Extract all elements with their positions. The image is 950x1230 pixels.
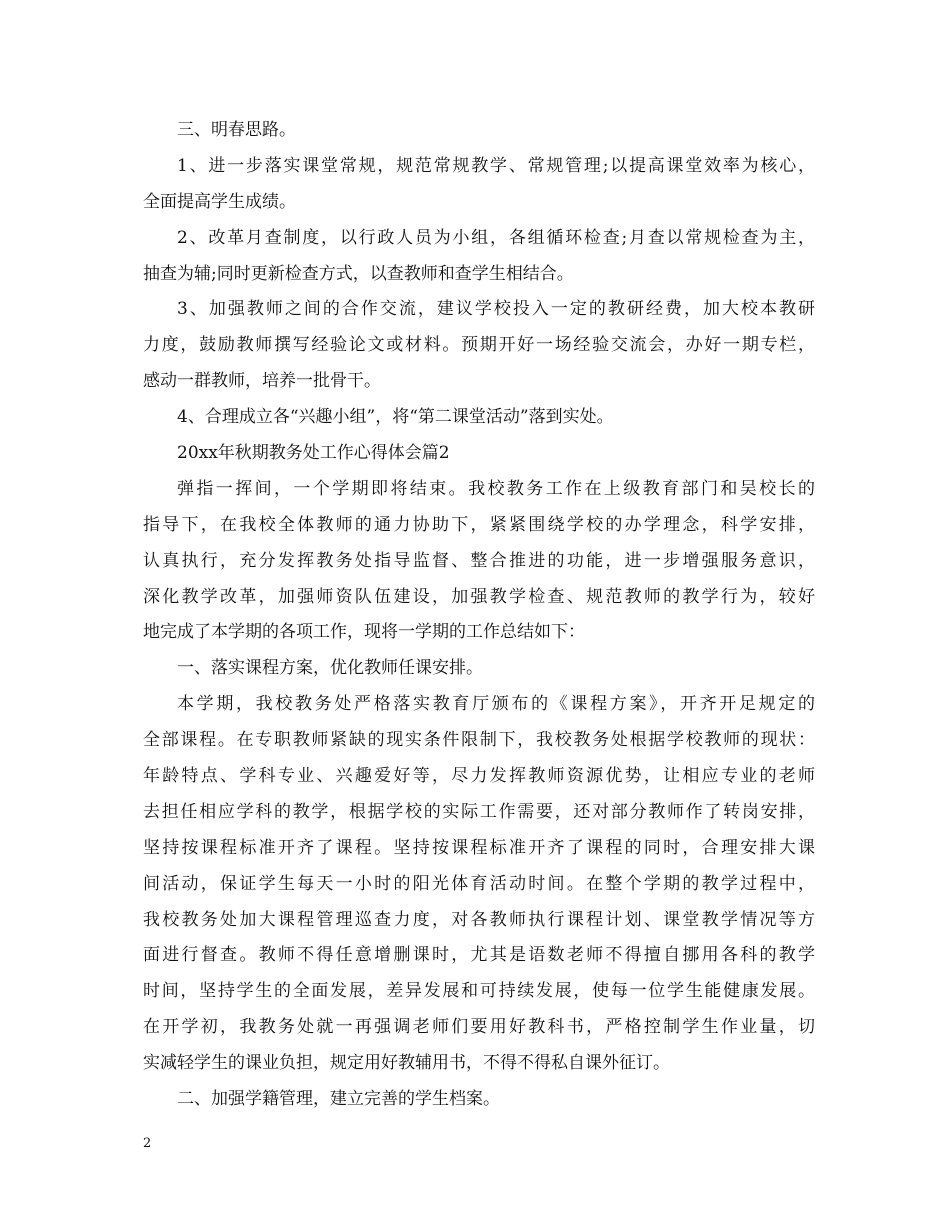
paragraph-line: 全部课程。在专职教师紧缺的现实条件限制下，我校教务处根据学校教师的现状： xyxy=(143,730,815,751)
paragraph-line: 指导下，在我校全体教师的通力协助下，紧紧围绕学校的办学理念，科学安排， xyxy=(143,514,815,535)
paragraph-line: 感动一群教师，培养一批骨干。 xyxy=(143,371,381,392)
paragraph-line: 我校教务处加大课程管理巡查力度，对各教师执行课程计划、课堂教学情况等方 xyxy=(143,909,815,930)
paragraph-line: 力度，鼓励教师撰写经验论文或材料。预期开好一场经验交流会，办好一期专栏， xyxy=(143,335,815,356)
paragraph-line: 2、改革月查制度，以行政人员为小组，各组循环检查;月查以常规检查为主， xyxy=(177,227,815,248)
paragraph-line: 在开学初，我教务处就一再强调老师们要用好教科书，严格控制学生作业量，切 xyxy=(143,1017,815,1038)
paragraph-line: 4、合理成立各“兴趣小组”，将“第二课堂活动”落到实处。 xyxy=(177,407,614,428)
paragraph-line: 实减轻学生的课业负担，规定用好教辅用书，不得不得私自课外征订。 xyxy=(143,1053,670,1074)
page-number: 2 xyxy=(143,1136,152,1151)
paragraph-line: 弹指一挥间，一个学期即将结束。我校教务工作在上级教育部门和吴校长的 xyxy=(177,478,815,499)
paragraph-line: 认真执行，充分发挥教务处指导监督、整合推进的功能，进一步增强服务意识， xyxy=(143,550,815,571)
paragraph-line: 间活动，保证学生每天一小时的阳光体育活动时间。在整个学期的教学过程中， xyxy=(143,873,815,894)
section-heading: 二、加强学籍管理，建立完善的学生档案。 xyxy=(177,1089,500,1110)
paragraph-line: 去担任相应学科的教学，根据学校的实际工作需要，还对部分教师作了转岗安排， xyxy=(143,801,815,822)
paragraph-line: 地完成了本学期的各项工作，现将一学期的工作总结如下： xyxy=(143,622,585,643)
section-heading: 一、落实课程方案，优化教师任课安排。 xyxy=(177,658,483,679)
paragraph-line: 抽查为辅;同时更新检查方式，以查教师和查学生相结合。 xyxy=(143,263,574,284)
document-body xyxy=(143,113,815,1118)
paragraph-line: 坚持按课程标准开齐了课程。坚持按课程标准开齐了课程的同时，合理安排大课 xyxy=(143,837,815,858)
paragraph-line: 3、加强教师之间的合作交流，建议学校投入一定的教研经费，加大校本教研 xyxy=(177,299,815,320)
paragraph-line: 本学期，我校教务处严格落实教育厅颁布的《课程方案》，开齐开足规定的 xyxy=(177,694,815,715)
paragraph-line: 全面提高学生成绩。 xyxy=(143,191,296,212)
paragraph-line: 深化教学改革，加强师资队伍建设，加强教学检查、规范教师的教学行为，较好 xyxy=(143,586,815,607)
section-heading: 三、明春思路。 xyxy=(177,120,296,140)
paragraph-line: 面进行督查。教师不得任意增删课时，尤其是语数老师不得擅自挪用各科的教学 xyxy=(143,945,815,966)
article-title: 20xx年秋期教务处工作心得体会篇2 xyxy=(177,443,450,464)
paragraph-line: 年龄特点、学科专业、兴趣爱好等，尽力发挥教师资源优势，让相应专业的老师 xyxy=(143,766,815,787)
paragraph-line: 1、进一步落实课堂常规，规范常规教学、常规管理;以提高课堂效率为核心， xyxy=(177,155,815,176)
paragraph-line: 时间，坚持学生的全面发展，差异发展和可持续发展，使每一位学生能健康发展。 xyxy=(143,981,815,1002)
